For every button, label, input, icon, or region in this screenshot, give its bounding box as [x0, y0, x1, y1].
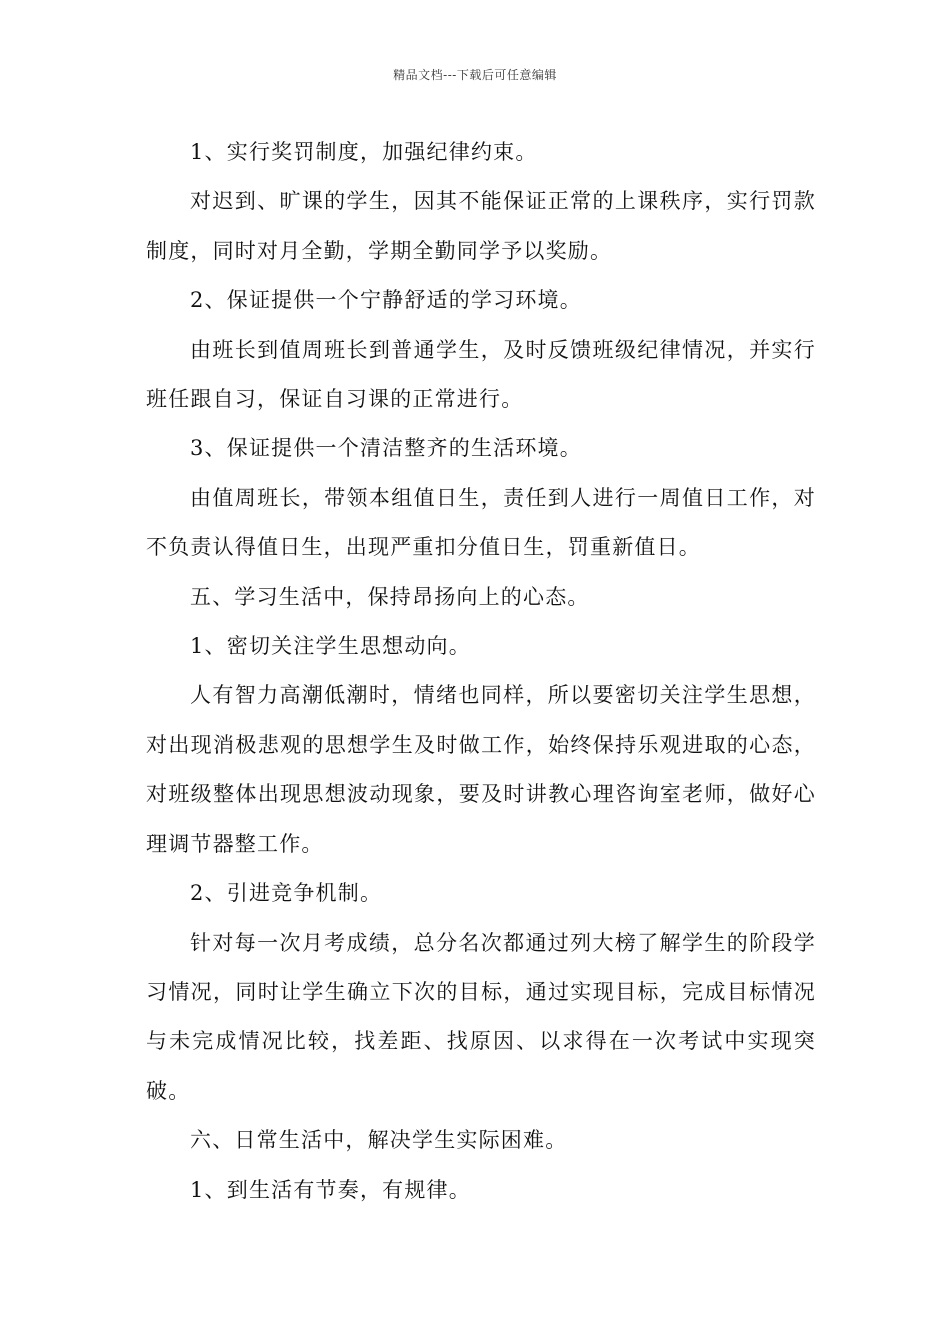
paragraph-2: 对迟到、旷课的学生，因其不能保证正常的上课秩序，实行罚款制度，同时对月全勤，学期全勤同学予以奖励。 [146, 189, 816, 263]
paragraph-12: 六、日常生活中，解决学生实际困难。 [190, 1128, 568, 1153]
paragraph-8: 1、密切关注学生思想动向。 [190, 634, 471, 659]
document-body [146, 128, 816, 1215]
paragraph-1: 1、实行奖罚制度，加强纪律约束。 [190, 140, 538, 164]
paragraph-3: 2、保证提供一个宁静舒适的学习环境。 [190, 288, 582, 313]
paragraph-13: 1、到生活有节奏，有规律。 [190, 1177, 471, 1202]
paragraph-4: 由班长到值周班长到普通学生，及时反馈班级纪律情况，并实行班任跟自习，保证自习课的正常进行。 [146, 337, 816, 412]
paragraph-10: 2、引进竞争机制。 [190, 881, 383, 906]
paragraph-6: 由值周班长，带领本组值日生，责任到人进行一周值日工作，对不负责认得值日生，出现严重扣分值日生，罚重新值日。 [146, 485, 816, 560]
paragraph-11: 针对每一次月考成绩，总分名次都通过列大榜了解学生的阶段学习情况，同时让学生确立下次的目标，通过实现目标，完成目标情况与未完成情况比较，找差距、找原因、以求得在一次考试中实现突破。 [146, 930, 816, 1103]
page-header: 精品文档---下载后可任意编辑 [393, 68, 557, 82]
paragraph-7: 五、学习生活中，保持昂扬向上的心态。 [190, 584, 590, 609]
paragraph-5: 3、保证提供一个清洁整齐的生活环境。 [190, 436, 582, 461]
paragraph-9: 人有智力高潮低潮时，情绪也同样，所以要密切关注学生思想，对出现消极悲观的思想学生及时做工作，始终保持乐观进取的心态，对班级整体出现思想波动现象，要及时讲教心理咨询室老师，做好心理调节器整工作。 [146, 683, 816, 856]
